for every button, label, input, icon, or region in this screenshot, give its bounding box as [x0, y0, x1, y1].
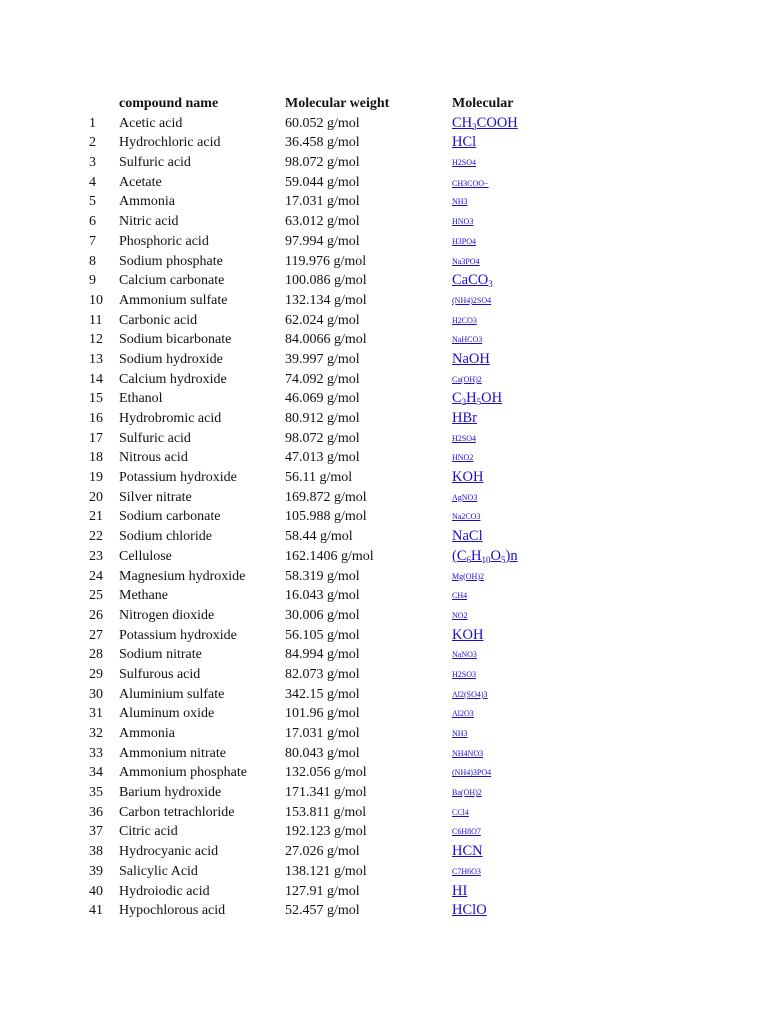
formula-cell [452, 330, 632, 350]
compound-name: Potassium hydroxide [119, 627, 237, 643]
molecular-weight: 127.91 g/mol [285, 883, 360, 899]
row-number: 7 [89, 233, 96, 249]
molecular-weight: 98.072 g/mol [285, 155, 360, 171]
formula-link[interactable]: CaCO$_3$ [452, 272, 493, 290]
formula-link[interactable]: HCN [452, 843, 483, 860]
formula-link[interactable]: (NH4)3PO4 [452, 768, 492, 778]
row-number: 6 [89, 214, 96, 230]
row-number: 17 [89, 430, 103, 446]
formula-link[interactable]: NaOH [452, 350, 490, 367]
molecular-weight: 132.056 g/mol [285, 765, 367, 781]
molecular-weight: 342.15 g/mol [285, 686, 360, 702]
compound-name: Hypochlorous acid [119, 903, 226, 919]
row-number: 14 [89, 371, 103, 387]
formula-cell [452, 370, 632, 390]
molecular-weight: 59.044 g/mol [285, 174, 360, 190]
row-number: 20 [89, 489, 103, 505]
molecular-weight: 119.976 g/mol [285, 253, 367, 269]
row-number: 25 [89, 588, 103, 604]
formula-link[interactable]: HNO2 [452, 453, 474, 463]
molecular-weight: 63.012 g/mol [285, 214, 360, 230]
formula-cell [452, 271, 632, 291]
formula-link[interactable]: C7H6O3 [452, 866, 481, 876]
compound-name: Carbon tetrachloride [119, 804, 235, 820]
row-number: 15 [89, 391, 103, 407]
formula-link[interactable]: Al2(SO4)3 [452, 689, 488, 699]
formula-cell [452, 842, 632, 862]
formula-link[interactable]: HCl [452, 134, 477, 151]
formula-link[interactable]: H2CO3 [452, 315, 477, 325]
molecular-weight: 169.872 g/mol [285, 489, 367, 505]
row-number: 24 [89, 568, 103, 584]
formula-link[interactable]: Na2CO3 [452, 512, 481, 522]
formula-link[interactable]: Ba(OH)2 [452, 788, 482, 798]
row-number: 11 [89, 312, 103, 328]
row-number: 8 [89, 253, 96, 269]
formula-link[interactable]: H3PO4 [452, 236, 477, 246]
compound-name: Salicylic Acid [119, 863, 198, 879]
formula-cell [452, 507, 632, 527]
molecular-weight: 39.997 g/mol [285, 351, 360, 367]
formula-link[interactable]: HI [452, 882, 468, 899]
compound-name: Aluminum oxide [119, 706, 215, 722]
molecular-weight: 56.11 g/mol [285, 470, 353, 486]
row-number: 1 [89, 115, 96, 131]
compound-name: Aluminium sulfate [119, 686, 225, 702]
compound-name: Hydrochloric acid [119, 135, 221, 151]
header-molecular: Molecular [452, 96, 514, 111]
molecular-weight: 132.134 g/mol [285, 292, 367, 308]
compound-name: Acetic acid [119, 115, 183, 131]
formula-link[interactable]: Mg(OH)2 [452, 571, 484, 581]
molecular-weight: 56.105 g/mol [285, 627, 360, 643]
formula-link[interactable]: H2SO4 [452, 433, 477, 443]
compound-name: Sodium nitrate [119, 647, 202, 663]
molecular-weight: 17.031 g/mol [285, 726, 360, 741]
header-compound-name: compound name [119, 96, 219, 111]
formula-cell [452, 567, 632, 587]
molecular-weight: 100.086 g/mol [285, 273, 367, 289]
molecular-weight: 16.043 g/mol [285, 588, 360, 604]
molecular-weight: 192.123 g/mol [285, 824, 367, 840]
formula-cell [452, 488, 632, 508]
formula-cell [452, 192, 632, 212]
compound-name: Methane [119, 588, 168, 604]
molecular-weight: 97.994 g/mol [285, 233, 360, 249]
row-number: 36 [89, 804, 103, 820]
row-number: 34 [89, 765, 103, 781]
row-number: 16 [89, 411, 103, 426]
compound-name: Ammonia [119, 194, 175, 210]
formula-cell [452, 803, 632, 823]
formula-cell [452, 409, 632, 429]
row-number: 31 [89, 706, 103, 722]
compound-name: Potassium hydroxide [119, 470, 237, 486]
formula-link[interactable]: KOH [452, 626, 484, 643]
header-molecular-weight: Molecular weight [285, 96, 390, 111]
molecular-weight: 52.457 g/mol [285, 903, 360, 919]
formula-cell [452, 252, 632, 272]
formula-cell [452, 291, 632, 311]
molecular-weight: 171.341 g/mol [285, 785, 367, 801]
compound-name: Sodium hydroxide [119, 351, 223, 367]
formula-cell [452, 153, 632, 173]
formula-link[interactable]: $C_2H_5OH$ [452, 390, 503, 408]
row-number: 29 [89, 666, 103, 682]
row-number: 35 [89, 785, 103, 801]
formula-cell [452, 783, 632, 803]
compound-name: Sulfuric acid [119, 155, 191, 171]
row-number: 10 [89, 292, 103, 308]
formula-cell [452, 862, 632, 882]
formula-link[interactable]: HClO [452, 902, 487, 919]
molecular-weight: 98.072 g/mol [285, 430, 360, 446]
row-number: 37 [89, 824, 103, 840]
formula-cell [452, 547, 632, 567]
formula-cell [452, 232, 632, 252]
molecular-weight: 80.912 g/mol [285, 411, 360, 426]
formula-cell [452, 429, 632, 449]
molecular-weight: 162.1406 g/mol [285, 548, 374, 564]
formula-cell [452, 901, 632, 921]
row-number: 30 [89, 686, 103, 702]
compound-name: Ammonia [119, 726, 175, 741]
row-number: 5 [89, 194, 96, 210]
molecular-weight: 84.0066 g/mol [285, 332, 367, 348]
formula-cell [452, 744, 632, 764]
formula-link[interactable]: Ca(OH)2 [452, 374, 482, 384]
formula-cell [452, 704, 632, 724]
formula-link[interactable]: $(C_6H_{10}O_5)n$ [452, 547, 518, 565]
formula-link[interactable]: $CH_3COOH$ [452, 114, 518, 132]
formula-link[interactable]: CH3COO− [452, 178, 489, 188]
formula-link[interactable]: HBr [452, 410, 477, 426]
row-number: 19 [89, 470, 103, 486]
compound-name: Barium hydroxide [119, 785, 222, 801]
molecular-weight: 60.052 g/mol [285, 115, 360, 131]
formula-cell [452, 626, 632, 646]
compound-name: Hydrocyanic acid [119, 844, 219, 860]
formula-link[interactable]: KOH [452, 469, 484, 486]
compound-name: Hydroiodic acid [119, 883, 210, 899]
formula-link[interactable]: H2SO4 [452, 158, 477, 168]
molecular-weight: 36.458 g/mol [285, 135, 360, 151]
molecular-weight: 30.006 g/mol [285, 607, 360, 623]
row-number: 22 [89, 529, 103, 545]
formula-link[interactable]: Al2O3 [452, 709, 474, 719]
formula-link[interactable]: C6H8O7 [452, 827, 481, 837]
row-number: 28 [89, 647, 103, 663]
formula-cell [452, 448, 632, 468]
formula-cell [452, 606, 632, 626]
compound-name: Hydrobromic acid [119, 411, 222, 426]
formula-cell [452, 350, 632, 370]
compound-name: Calcium carbonate [119, 273, 225, 289]
molecular-weight: 27.026 g/mol [285, 844, 360, 860]
formula-cell [452, 822, 632, 842]
molecular-weight: 74.092 g/mol [285, 371, 360, 387]
formula-link[interactable]: H2SO3 [452, 669, 477, 679]
formula-cell [452, 763, 632, 783]
compound-name: Phosphoric acid [119, 233, 209, 249]
compound-table [89, 94, 632, 921]
row-number: 33 [89, 745, 103, 761]
row-number: 13 [89, 351, 103, 367]
formula-link[interactable]: (NH4)2SO4 [452, 295, 492, 305]
formula-link[interactable]: CCl4 [452, 807, 469, 817]
formula-link[interactable]: HNO3 [452, 217, 474, 227]
molecular-weight: 80.043 g/mol [285, 745, 360, 761]
compound-name: Sodium phosphate [119, 253, 223, 269]
compound-name: Sodium bicarbonate [119, 332, 232, 348]
molecular-weight: 62.024 g/mol [285, 312, 360, 328]
molecular-weight: 105.988 g/mol [285, 509, 367, 525]
formula-cell [452, 212, 632, 232]
formula-cell [452, 665, 632, 685]
formula-cell [452, 311, 632, 331]
molecular-weight: 47.013 g/mol [285, 450, 360, 466]
row-number: 4 [89, 174, 96, 190]
formula-link[interactable]: NH3 [452, 197, 468, 207]
molecular-weight: 58.44 g/mol [285, 529, 353, 545]
formula-cell [452, 882, 632, 902]
formula-cell [452, 685, 632, 705]
formula-link[interactable]: NO2 [452, 610, 468, 620]
compound-name: Sulfuric acid [119, 430, 191, 446]
row-number: 40 [89, 883, 103, 899]
formula-cell [452, 114, 632, 134]
formula-link[interactable]: NaNO3 [452, 650, 477, 660]
compound-name: Nitrous acid [119, 450, 188, 466]
row-number: 23 [89, 548, 103, 564]
compound-name: Silver nitrate [119, 489, 192, 505]
molecular-weight: 17.031 g/mol [285, 194, 360, 210]
molecular-weight: 101.96 g/mol [285, 706, 360, 722]
formula-cell [452, 645, 632, 665]
formula-link[interactable]: NaHCO3 [452, 335, 483, 345]
formula-link[interactable]: NH3 [452, 729, 468, 738]
formula-link[interactable]: NH4NO3 [452, 748, 484, 758]
row-number: 9 [89, 273, 96, 289]
header-number [89, 94, 119, 114]
formula-link[interactable]: CH4 [452, 591, 468, 601]
row-number: 18 [89, 450, 103, 466]
compound-name: Ethanol [119, 391, 163, 407]
compound-name: Carbonic acid [119, 312, 198, 328]
compound-name: Nitric acid [119, 214, 179, 230]
formula-cell [452, 724, 632, 744]
formula-cell [452, 586, 632, 606]
compound-name: Calcium hydroxide [119, 371, 227, 387]
compound-name: Nitrogen dioxide [119, 607, 215, 623]
formula-cell [452, 527, 632, 547]
compound-name: Citric acid [119, 824, 178, 840]
row-number: 39 [89, 863, 103, 879]
row-number: 3 [89, 155, 96, 171]
compound-name: Sodium carbonate [119, 509, 221, 525]
row-number: 2 [89, 135, 96, 151]
molecular-weight: 82.073 g/mol [285, 666, 360, 682]
molecular-weight: 138.121 g/mol [285, 863, 367, 879]
compound-name: Ammonium sulfate [119, 292, 228, 308]
formula-cell [452, 173, 632, 193]
row-number: 27 [89, 627, 103, 643]
row-number: 12 [89, 332, 103, 348]
molecular-weight: 153.811 g/mol [285, 804, 367, 820]
compound-name: Sulfurous acid [119, 666, 201, 682]
molecular-weight: 46.069 g/mol [285, 391, 360, 407]
row-number: 32 [89, 726, 103, 741]
compound-name: Sodium chloride [119, 529, 212, 545]
compound-name: Ammonium nitrate [119, 745, 226, 761]
molecular-weight: 84.994 g/mol [285, 647, 360, 663]
compound-name: Magnesium hydroxide [119, 568, 246, 584]
row-number: 21 [89, 509, 103, 525]
formula-cell [452, 133, 632, 153]
molecular-weight: 58.319 g/mol [285, 568, 360, 584]
compound-name: Ammonium phosphate [119, 765, 247, 781]
row-number: 41 [89, 903, 103, 919]
compound-name: Cellulose [119, 548, 172, 564]
formula-link[interactable]: AgNO3 [452, 492, 478, 502]
compound-name: Acetate [119, 174, 162, 190]
formula-link[interactable]: Na3PO4 [452, 256, 480, 266]
formula-cell [452, 389, 632, 409]
formula-link[interactable]: NaCl [452, 528, 483, 545]
formula-cell [452, 468, 632, 488]
row-number: 38 [89, 844, 103, 860]
row-number: 26 [89, 607, 103, 623]
